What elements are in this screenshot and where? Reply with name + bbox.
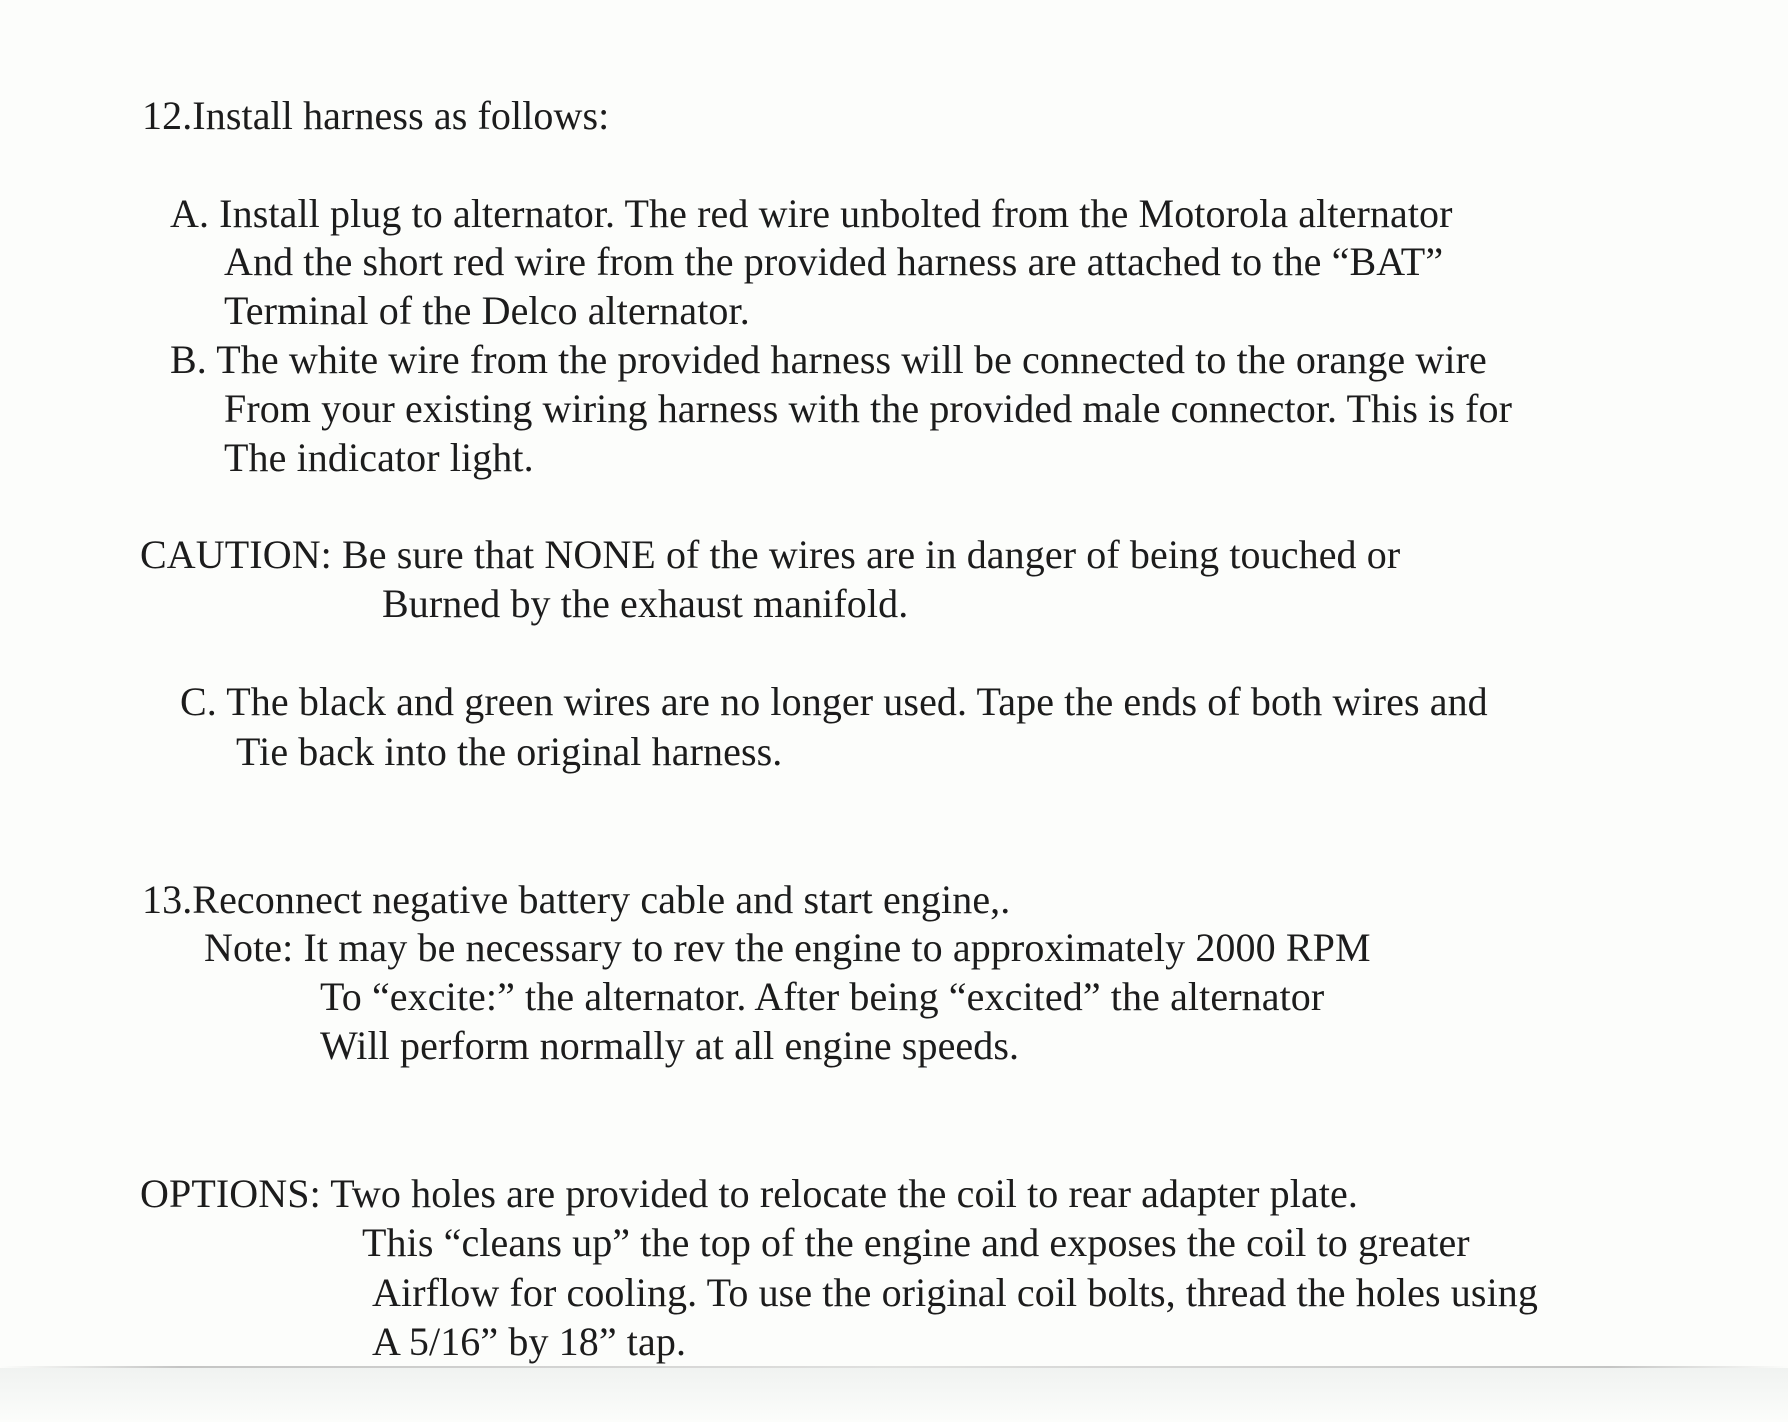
step-a-line-1: A. Install plug to alternator. The red wire unbolted from the Motorola alternator [170,191,1453,236]
step-13-heading: 13.Reconnect negative battery cable and start engine,. [142,877,1011,922]
step-12-heading: 12.Install harness as follows: [142,93,610,138]
step-13-note-line-2: To “excite:” the alternator. After being “excited” the alternator [320,974,1325,1019]
step-a-line-2: And the short red wire from the provided harness are attached to the “BAT” [224,239,1444,284]
scan-shadow [0,1368,1788,1422]
step-13-note-line-3: Will perform normally at all engine speeds. [320,1023,1020,1068]
step-a-line-3: Terminal of the Delco alternator. [224,288,750,333]
options-line-1: OPTIONS: Two holes are provided to relocate the coil to rear adapter plate. [140,1171,1358,1216]
caution-line-1: CAUTION: Be sure that NONE of the wires are in danger of being touched or [140,532,1401,577]
step-13-note-line-1: Note: It may be necessary to rev the engine to approximately 2000 RPM [204,925,1371,970]
options-line-3: Airflow for cooling. To use the original coil bolts, thread the holes using [372,1270,1538,1315]
step-b-line-2: From your existing wiring harness with the provided male connector. This is for [224,386,1513,431]
step-c-line-1: C. The black and green wires are no longer used. Tape the ends of both wires and [180,679,1488,724]
step-c-line-2: Tie back into the original harness. [236,729,783,774]
options-line-4: A 5/16” by 18” tap. [372,1319,687,1364]
step-b-line-1: B. The white wire from the provided harness will be connected to the orange wire [170,337,1487,382]
caution-line-2: Burned by the exhaust manifold. [382,581,909,626]
options-line-2: This “cleans up” the top of the engine and exposes the coil to greater [362,1220,1470,1265]
step-b-line-3: The indicator light. [224,435,534,480]
